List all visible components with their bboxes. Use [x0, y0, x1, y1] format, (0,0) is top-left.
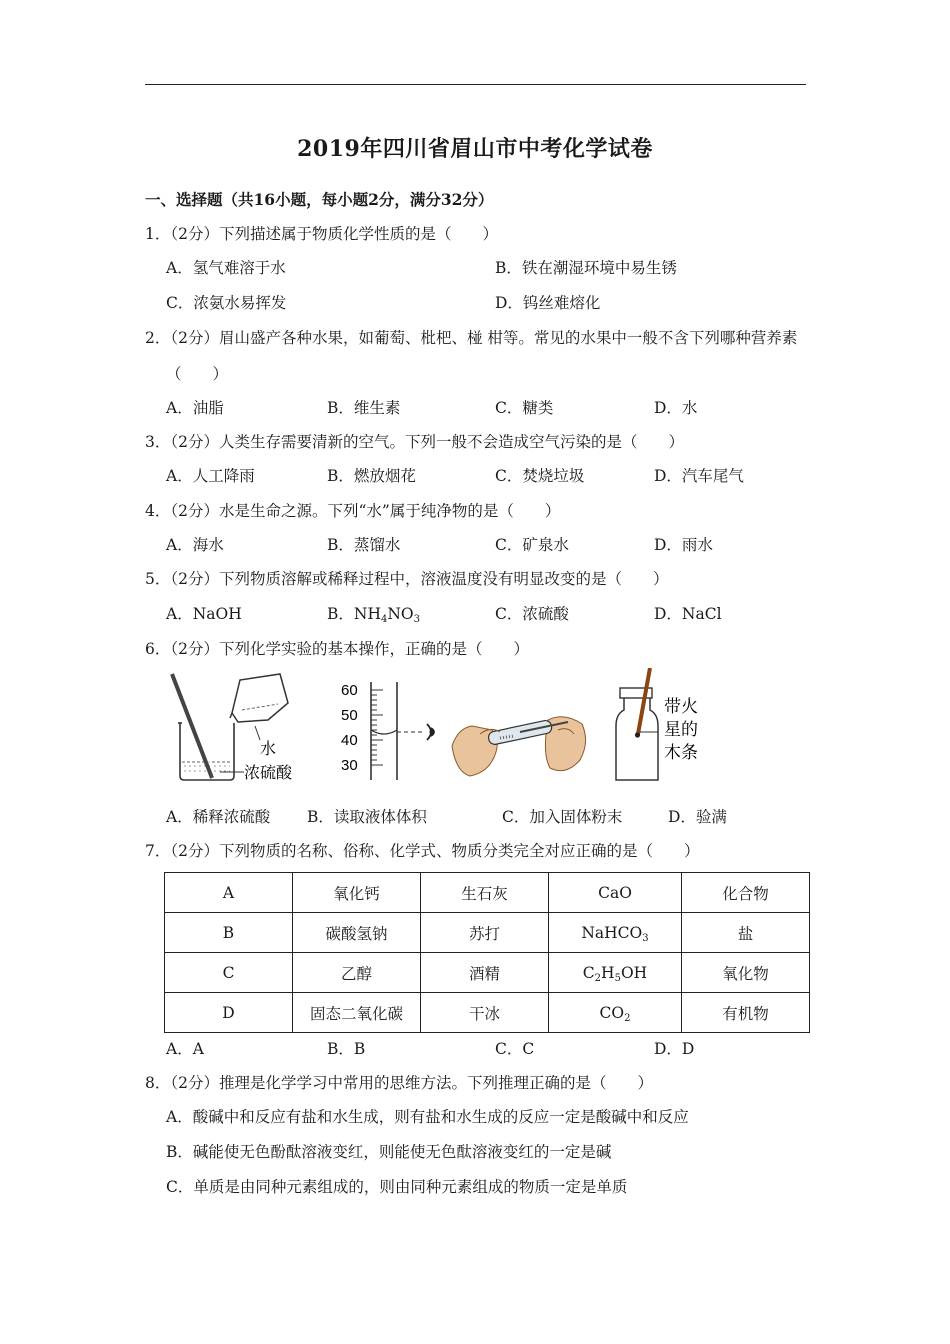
q3-option-b: B．燃放烟花	[327, 467, 416, 485]
q1-option-d: D．钨丝难熔化	[495, 294, 601, 312]
fig-label-acid: 浓硫酸	[244, 765, 293, 782]
q6-option-a: A．稀释浓硫酸	[166, 808, 271, 826]
q6-option-c: C．加入固体粉末	[502, 808, 623, 826]
q5-option-b: B．$NH_4NO_3$	[327, 605, 421, 625]
q6-figures	[160, 668, 800, 788]
table-cell: 盐	[682, 913, 810, 953]
table-cell: 碳酸氢钠	[293, 913, 421, 953]
scale-60: 60	[341, 682, 358, 699]
table-cell: CaO	[549, 873, 682, 913]
table-cell: 固态二氧化碳	[293, 993, 421, 1033]
q5-option-d: D．NaCl	[654, 605, 722, 623]
q2-option-a: A．油脂	[166, 399, 224, 417]
q8-option-c: C．单质是由同种元素组成的，则由同种元素组成的物质一定是单质	[166, 1178, 628, 1196]
q1-option-a: A．氢气难溶于水	[166, 259, 286, 277]
table-cell-formula: $CO_2$	[549, 993, 682, 1033]
table-cell-formula: $C_2H_5OH$	[549, 953, 682, 993]
fig-label-water: 水	[260, 741, 277, 758]
table-row	[165, 953, 810, 993]
table-cell: 生石灰	[421, 873, 549, 913]
q5-option-a: A．NaOH	[166, 605, 242, 623]
q6-option-d: D．验满	[668, 808, 727, 826]
table-cell: A	[165, 873, 293, 913]
q8-option-b: B．碱能使无色酚酞溶液变红，则能使无色酞溶液变红的一定是碱	[166, 1143, 612, 1161]
splint-label-2: 星的	[664, 720, 698, 739]
q4-option-a: A．海水	[166, 536, 224, 554]
q3-option-a: A．人工降雨	[166, 467, 255, 485]
question-3-stem: 3．（2分）人类生存需要清新的空气。下列一般不会造成空气污染的是（ ）	[145, 433, 684, 451]
table-cell: 化合物	[682, 873, 810, 913]
q5-option-c: C．浓硫酸	[495, 605, 569, 623]
question-6-stem: 6．（2分）下列化学实验的基本操作，正确的是（ ）	[145, 640, 529, 658]
table-cell: 氧化钙	[293, 873, 421, 913]
q4-option-b: B．蒸馏水	[327, 536, 401, 554]
section-heading: 一、选择题（共16小题，每小题2分，满分32分）	[145, 190, 494, 209]
table-row	[165, 993, 810, 1033]
scale-40: 40	[341, 732, 358, 749]
table-cell: 氧化物	[682, 953, 810, 993]
q8-option-a: A．酸碱中和反应有盐和水生成，则有盐和水生成的反应一定是酸碱中和反应	[166, 1108, 689, 1126]
q2-option-b: B．维生素	[327, 399, 401, 417]
scale-50: 50	[341, 707, 358, 724]
table-cell: 干冰	[421, 993, 549, 1033]
q1-option-b: B．铁在潮湿环境中易生锈	[495, 259, 677, 277]
q3-option-c: C．焚烧垃圾	[495, 467, 585, 485]
table-cell: 酒精	[421, 953, 549, 993]
q7-option-b: B．B	[327, 1040, 366, 1058]
question-1-stem: 1．（2分）下列描述属于物质化学性质的是（ ）	[145, 225, 498, 243]
question-2-stem-cont: （ ）	[166, 365, 229, 383]
q2-option-d: D．水	[654, 399, 698, 417]
q6-option-b: B．读取液体体积	[307, 808, 427, 826]
figure-dilute-acid	[160, 668, 310, 786]
question-4-stem: 4．（2分）水是生命之源。下列“水”属于纯净物的是（ ）	[145, 502, 561, 520]
table-row	[165, 873, 810, 913]
table-row	[165, 913, 810, 953]
page-title: 2019年四川省眉山市中考化学试卷	[297, 136, 653, 162]
table-cell: 有机物	[682, 993, 810, 1033]
figure-add-powder	[450, 668, 590, 786]
q3-option-d: D．汽车尾气	[654, 467, 744, 485]
table-cell: C	[165, 953, 293, 993]
header-rule	[145, 84, 806, 85]
question-7-stem: 7．（2分）下列物质的名称、俗称、化学式、物质分类完全对应正确的是（ ）	[145, 842, 700, 860]
question-5-stem: 5．（2分）下列物质溶解或稀释过程中，溶液温度没有明显改变的是（ ）	[145, 570, 669, 588]
table-cell-formula: NaHCO$_3$	[549, 913, 682, 953]
q7-option-d: D．D	[654, 1040, 695, 1058]
table-cell: 乙醇	[293, 953, 421, 993]
figure-check-full	[610, 668, 750, 786]
question-2-stem: 2．（2分）眉山盛产各种水果，如葡萄、枇杷、椪 柑等。常见的水果中一般不含下列哪种营养素	[145, 329, 798, 347]
q2-option-c: C．糖类	[495, 399, 554, 417]
q4-option-d: D．雨水	[654, 536, 713, 554]
q4-option-c: C．矿泉水	[495, 536, 569, 554]
splint-label-1: 带火	[664, 697, 698, 716]
q7-table	[164, 872, 810, 1033]
table-cell: 苏打	[421, 913, 549, 953]
splint-label-3: 木条	[664, 743, 698, 762]
table-cell: D	[165, 993, 293, 1033]
table-cell: B	[165, 913, 293, 953]
q7-option-c: C．C	[495, 1040, 535, 1058]
question-8-stem: 8．（2分）推理是化学学习中常用的思维方法。下列推理正确的是（ ）	[145, 1074, 653, 1092]
scale-30: 30	[341, 757, 358, 774]
figure-read-volume	[335, 668, 445, 786]
q1-option-c: C．浓氨水易挥发	[166, 294, 287, 312]
q7-option-a: A．A	[166, 1040, 204, 1058]
